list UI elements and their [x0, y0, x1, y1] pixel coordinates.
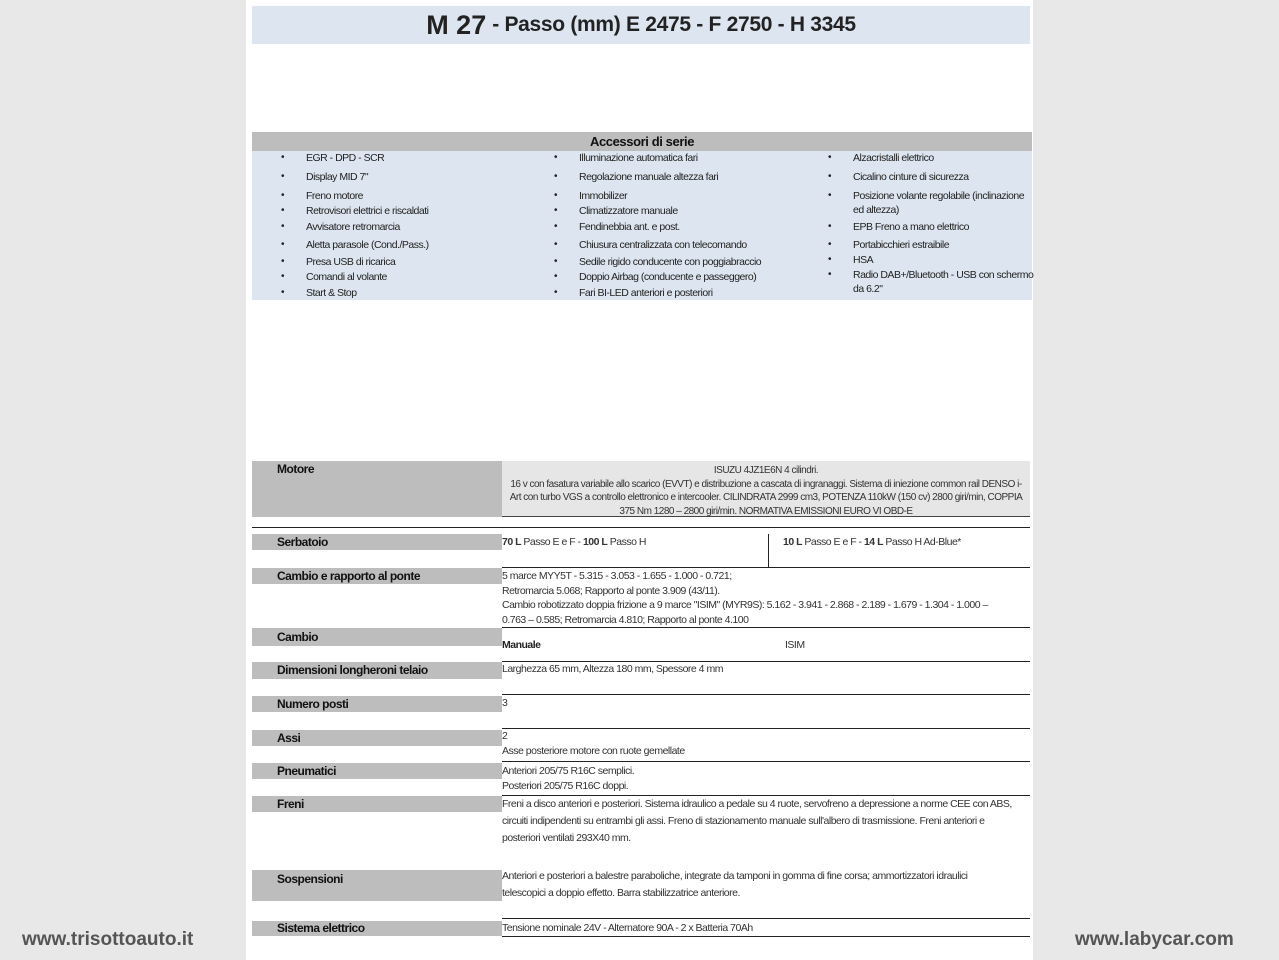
bullet-icon: •	[554, 256, 558, 267]
spec-value-motore	[502, 461, 1030, 517]
accessory-label: Immobilizer	[579, 190, 628, 202]
bullet-icon: •	[281, 287, 285, 298]
fuel-100l: 100 L	[582, 536, 608, 548]
spec-value-cambio-isim: ISIM	[785, 639, 805, 651]
spec-value-cambio-manuale: Manuale	[502, 639, 541, 651]
accessory-item	[281, 151, 385, 165]
divider	[502, 761, 1030, 762]
divider	[502, 918, 1030, 919]
bullet-icon: •	[281, 256, 285, 267]
sospensioni-line: Anteriori e posteriori a balestre paraboliche, integrate da tamponi in gomma di fine corsa; ammortizzatori idraulici	[502, 870, 968, 882]
spec-value-cambio-rapporto	[502, 569, 988, 627]
bullet-icon: •	[281, 239, 285, 250]
accessory-item	[828, 170, 969, 184]
freni-line: circuiti indipendenti su entrambi gli assi. Freno di stazionamento manuale sull'albero di trasmissione. Freni anteriori e	[502, 815, 985, 827]
spec-label-assi: Assi	[252, 730, 502, 746]
accessory-item	[828, 268, 1034, 282]
bullet-icon: •	[554, 152, 558, 163]
bullet-icon: •	[554, 287, 558, 298]
accessory-label: da 6.2"	[853, 283, 883, 295]
accessory-item	[853, 282, 882, 296]
divider	[502, 936, 1030, 937]
spec-value-pneumatici	[502, 764, 634, 793]
accessory-label: EPB Freno a mano elettrico	[853, 221, 969, 233]
bullet-icon: •	[828, 269, 832, 280]
spec-label-freni: Freni	[252, 796, 502, 812]
title-wheelbase: - Passo (mm) E 2475 - F 2750 - H 3345	[492, 13, 856, 36]
accessory-item	[281, 270, 387, 284]
bullet-icon: •	[554, 190, 558, 201]
spec-label-sospensioni: Sospensioni	[252, 870, 502, 901]
sospensioni-line: telescopici a doppio effetto. Barra stabilizzatrice anteriore.	[502, 887, 740, 899]
accessories-list	[252, 151, 1032, 300]
spec-label-cambio-rapporto: Cambio e rapporto al ponte	[252, 568, 502, 584]
bullet-icon: •	[828, 171, 832, 182]
adblue-14l: 14 L	[863, 536, 883, 548]
accessory-label: Portabicchieri estraibile	[853, 239, 950, 251]
cambio-line: Retromarcia 5.068; Rapporto al ponte 3.909 (43/11).	[502, 584, 720, 597]
spec-value-serbatoio-fuel	[502, 535, 646, 550]
spec-value-dimensioni: Larghezza 65 mm, Altezza 180 mm, Spessore 4 mm	[502, 663, 723, 675]
spec-label-cambio: Cambio	[252, 628, 502, 646]
accessory-item	[281, 286, 357, 300]
fuel-text: Passo E e F -	[521, 536, 583, 548]
spec-label-dimensioni: Dimensioni longheroni telaio	[252, 662, 502, 679]
cambio-line: Cambio robotizzato doppia frizione a 9 marce "ISIM" (MYR9S): 5.162 - 3.941 - 2.868 - 2.189 - 1.679 - 1.304 - 1.000 –	[502, 599, 988, 611]
bullet-icon: •	[281, 190, 285, 201]
divider	[502, 694, 1030, 695]
accessory-label: Display MID 7"	[306, 171, 369, 183]
accessory-label: Fendinebbia ant. e post.	[579, 221, 680, 233]
accessory-item	[554, 270, 757, 284]
fuel-text: Passo H	[607, 536, 646, 548]
accessory-item	[554, 151, 698, 165]
bullet-icon: •	[281, 205, 285, 216]
divider	[502, 627, 1030, 628]
spec-value-serbatoio-adblue	[783, 535, 961, 550]
spec-sheet	[246, 0, 1033, 960]
accessory-item	[853, 203, 899, 217]
accessory-item	[281, 204, 429, 218]
motore-line: Art con turbo VGS a controllo elettronico e intercooler. CILINDRATA 2999 cm3, POTENZA 110kW (150 cv) 2800 giri/min, COPPIA	[509, 492, 1023, 503]
spec-label-motore: Motore	[252, 461, 502, 517]
bullet-icon: •	[828, 221, 832, 232]
accessory-item	[554, 204, 678, 218]
bullet-icon: •	[828, 190, 832, 201]
spec-value-posti: 3	[502, 697, 508, 709]
accessory-label: Regolazione manuale altezza fari	[579, 171, 719, 183]
accessory-item	[828, 189, 1025, 203]
accessories-header: Accessori di serie	[252, 132, 1032, 151]
fuel-70l: 70 L	[502, 536, 522, 548]
accessory-label: Sedile rigido conducente con poggiabraccio	[579, 256, 762, 268]
accessory-label: Alzacristalli elettrico	[853, 152, 934, 164]
accessory-label: Cicalino cinture di sicurezza	[853, 171, 969, 183]
watermark-left: www.trisottoauto.it	[22, 929, 194, 950]
spec-value-assi	[502, 729, 685, 758]
accessory-label: Posizione volante regolabile (inclinazione	[853, 190, 1025, 202]
watermark-right: www.labycar.com	[1075, 929, 1234, 950]
bullet-icon: •	[828, 239, 832, 250]
accessory-item	[281, 189, 364, 203]
page-title	[252, 6, 1030, 44]
spec-label-serbatoio: Serbatoio	[252, 534, 502, 550]
accessory-label: Retrovisori elettrici e riscaldati	[306, 205, 429, 217]
bullet-icon: •	[828, 152, 832, 163]
spec-label-pneumatici: Pneumatici	[252, 763, 502, 779]
accessory-label: Freno motore	[306, 190, 364, 202]
accessory-item	[281, 238, 429, 252]
adblue-text: Passo E e F -	[802, 536, 864, 548]
accessory-label: Radio DAB+/Bluetooth - USB con schermo	[853, 269, 1034, 281]
spec-value-elettrico: Tensione nominale 24V - Alternatore 90A - 2 x Batteria 70Ah	[502, 922, 753, 934]
pneumatici-line: Anteriori 205/75 R16C semplici.	[502, 765, 635, 777]
motore-line: 16 v con fasatura variabile allo scarico (EVVT) e distribuzione a cascata di ingranaggi. Sistema di iniezione common rail DENSO i-	[510, 478, 1022, 490]
accessory-item	[281, 220, 400, 234]
title-model: M 27	[426, 9, 487, 40]
bullet-icon: •	[281, 152, 285, 163]
assi-line: Asse posteriore motore con ruote gemellate	[502, 744, 685, 757]
pneumatici-line: Posteriori 205/75 R16C doppi.	[502, 779, 629, 792]
cambio-line: 0.763 – 0.585; Retromarcia 4.810; Rapporto al ponte 4.100	[502, 613, 749, 626]
accessory-item	[554, 238, 747, 252]
accessory-item	[828, 151, 934, 165]
bullet-icon: •	[554, 221, 558, 232]
accessory-item	[554, 170, 719, 184]
accessory-label: Presa USB di ricarica	[306, 256, 396, 268]
assi-line: 2	[502, 730, 508, 742]
bullet-icon: •	[554, 171, 558, 182]
accessory-item	[281, 255, 396, 269]
motore-line: ISUZU 4JZ1E6N 4 cilindri.	[713, 465, 819, 476]
divider	[768, 534, 769, 567]
bullet-icon: •	[281, 271, 285, 282]
accessory-label: Aletta parasole (Cond./Pass.)	[306, 239, 429, 251]
accessory-label: HSA	[853, 254, 874, 266]
motore-line: 375 Nm 1280 – 2800 giri/min. NORMATIVA EMISSIONI EURO VI OBD-E	[619, 505, 913, 517]
adblue-10l: 10 L	[783, 536, 803, 548]
bullet-icon: •	[554, 271, 558, 282]
bullet-icon: •	[554, 239, 558, 250]
accessory-item	[828, 253, 874, 267]
spec-value-freni	[502, 796, 1012, 847]
accessory-label: Avvisatore retromarcia	[306, 221, 400, 233]
accessory-item	[554, 220, 680, 234]
accessory-label: Start & Stop	[306, 287, 357, 299]
accessory-item	[554, 189, 628, 203]
accessory-label: ed altezza)	[853, 204, 899, 216]
freni-line: Freni a disco anteriori e posteriori. Sistema idraulico a pedale su 4 ruote, servofreno a depressione a norme CEE con ABS,	[502, 798, 1012, 810]
accessory-label: Doppio Airbag (conducente e passeggero)	[579, 271, 757, 283]
spec-value-sospensioni	[502, 868, 968, 902]
spec-label-elettrico: Sistema elettrico	[252, 921, 502, 936]
accessory-label: Fari BI-LED anteriori e posteriori	[579, 287, 713, 299]
cambio-line: 5 marce MYY5T - 5.315 - 3.053 - 1.655 - 1.000 - 0.721;	[502, 570, 732, 582]
accessory-item	[828, 220, 969, 234]
accessory-item	[554, 255, 762, 269]
accessory-label: Climatizzatore manuale	[579, 205, 678, 217]
bullet-icon: •	[281, 221, 285, 232]
spec-label-posti: Numero posti	[252, 696, 502, 712]
divider	[252, 527, 1030, 528]
accessory-label: Illuminazione automatica fari	[579, 152, 698, 164]
accessory-label: Chiusura centralizzata con telecomando	[579, 239, 747, 251]
accessory-item	[554, 286, 713, 300]
bullet-icon: •	[281, 171, 285, 182]
accessory-label: Comandi al volante	[306, 271, 387, 283]
accessory-item	[828, 238, 950, 252]
divider	[502, 567, 1030, 568]
accessory-label: EGR - DPD - SCR	[306, 152, 385, 164]
adblue-text: Passo H Ad-Blue*	[882, 536, 961, 548]
freni-line: posteriori ventilati 293X40 mm.	[502, 832, 631, 844]
bullet-icon: •	[828, 254, 832, 265]
bullet-icon: •	[554, 205, 558, 216]
accessory-item	[281, 170, 369, 184]
